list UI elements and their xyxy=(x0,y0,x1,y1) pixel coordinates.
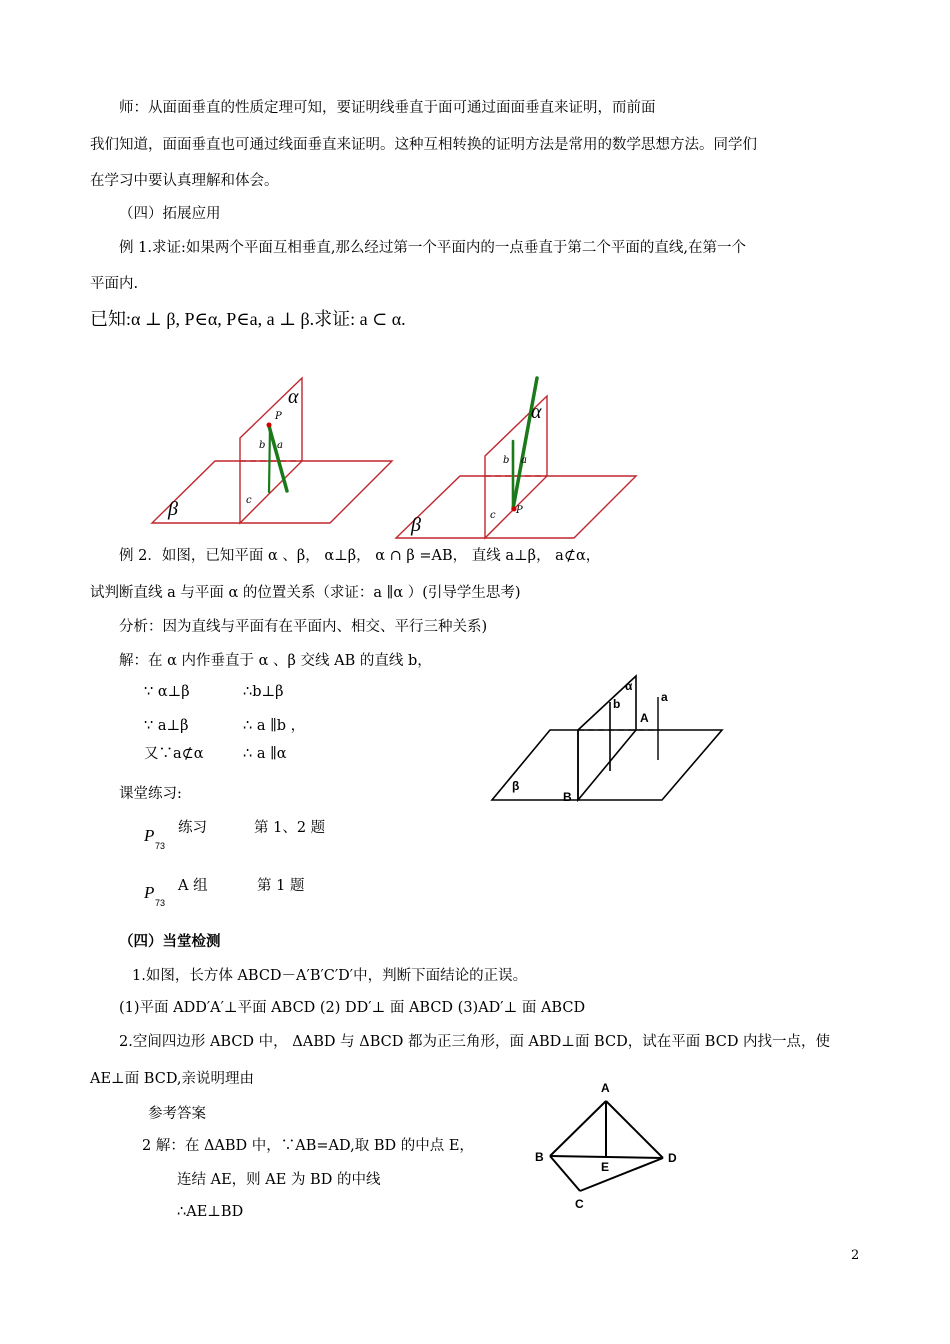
answer-line: 连结 AE，则 AE 为 BD 的中线 xyxy=(177,1172,381,1188)
alpha-plane xyxy=(578,676,636,800)
p73-symbol: P xyxy=(144,826,155,845)
fig2-c-label: c xyxy=(490,510,496,521)
paragraph-line: 解：在 α 内作垂直于 α 、β 交线 AB 的直线 b， xyxy=(119,653,432,669)
page-number: 2 xyxy=(851,1248,860,1263)
fig4-E-label: E xyxy=(601,1160,610,1174)
point-p xyxy=(267,423,272,428)
paragraph-line: 分析：因为直线与平面有在平面内、相交、平行三种关系) xyxy=(119,619,488,635)
practice-item-label: A 组 xyxy=(178,878,208,894)
paragraph-line: 试判断直线 a 与平面 α 的位置关系（求证：a ∥α ）(引导学生思考) xyxy=(90,585,521,601)
practice-item-value: 第 1 题 xyxy=(257,878,305,894)
question-2: 2.空间四边形 ABCD 中， ΔABD 与 ΔBCD 都为正三角形，面 ABD⊥面 BCD，试在平面 BCD 内找一点，使 xyxy=(119,1034,831,1050)
question-2-cont: AE⊥面 BCD,亲说明理由 xyxy=(90,1071,255,1087)
section-heading: （四）当堂检测 xyxy=(119,933,221,950)
fig3-beta-label: β xyxy=(512,779,520,793)
section-heading: （四）拓展应用 xyxy=(119,206,221,222)
fig4-D-label: D xyxy=(668,1151,677,1165)
figure-3 xyxy=(492,676,722,800)
fig4-B-label: B xyxy=(535,1150,544,1164)
figure-1-lines xyxy=(269,426,287,492)
proof-step: ∵ a⊥β xyxy=(144,718,189,734)
paragraph-line: 例 1.求证:如果两个平面互相垂直,那么经过第一个平面内的一点垂直于第二个平面的直线,在第一个 xyxy=(119,240,747,256)
proof-step: ∴ a ∥α xyxy=(243,746,287,762)
p73-symbol: P xyxy=(144,883,155,902)
fig2-b-label: b xyxy=(503,455,510,466)
fig3-A-label: A xyxy=(640,711,649,725)
given-statement: 已知:α ⊥ β, P∈α, P∈a, a ⊥ β.求证: a ⊂ α. xyxy=(90,309,406,329)
fig3-b-label: b xyxy=(613,697,621,711)
proof-step: ∴ a ∥b ， xyxy=(243,718,306,734)
fig4-C-label: C xyxy=(575,1197,584,1211)
fig1-beta-label: β xyxy=(168,498,178,520)
practice-item-value: 第 1、2 题 xyxy=(254,820,326,836)
beta-plane xyxy=(152,461,392,523)
p73-subscript: 73 xyxy=(155,898,166,908)
question-1: 1.如图，长方体 ABCD－A′B′C′D′中，判断下面结论的正误。 xyxy=(132,968,528,984)
answer-heading: 参考答案 xyxy=(148,1106,206,1122)
fig1-alpha-label: α xyxy=(288,386,299,408)
answer-line: 2 解：在 ΔABD 中，∵AB=AD,取 BD 的中点 E， xyxy=(142,1138,474,1154)
fig2-beta-label: β xyxy=(411,514,421,536)
p73-subscript: 73 xyxy=(155,841,166,851)
proof-step: 又∵a⊄α xyxy=(144,746,204,762)
practice-item-label: 练习 xyxy=(178,820,207,836)
fig3-a-label: a xyxy=(661,690,668,704)
fig1-b-label: b xyxy=(259,440,266,451)
fig4-A-label: A xyxy=(601,1081,610,1095)
paragraph-line: 平面内. xyxy=(90,276,139,292)
fig1-p-label: P xyxy=(275,411,282,422)
fig3-B-label: B xyxy=(563,790,572,804)
figure-4 xyxy=(550,1101,663,1191)
fig2-alpha-label: α xyxy=(531,401,542,423)
fig1-c-label: c xyxy=(246,495,252,506)
proof-step: ∵ α⊥β xyxy=(144,684,190,700)
answer-line: ∴AE⊥BD xyxy=(177,1204,244,1220)
fig2-a-label: a xyxy=(521,455,527,466)
paragraph-line: 我们知道，面面垂直也可通过线面垂直来证明。这种互相转换的证明方法是常用的数学思想方法。同学们 xyxy=(90,137,757,153)
proof-step: ∴b⊥β xyxy=(243,684,284,700)
practice-heading: 课堂练习: xyxy=(119,786,182,802)
fig3-alpha-label: α xyxy=(625,679,633,693)
paragraph-line: 例 2．如图，已知平面 α 、β， α⊥β， α ∩ β =AB， 直线 a⊥β， a⊄α， xyxy=(119,548,601,564)
paragraph-line: 在学习中要认真理解和体会。 xyxy=(90,173,279,189)
figure-1 xyxy=(152,378,392,523)
question-1-options: (1)平面 ADD′A′⊥平面 ABCD (2) DD′⊥ 面 ABCD (3)AD′⊥ 面 ABCD xyxy=(119,1000,586,1016)
fig2-p-label: P xyxy=(516,505,523,516)
fig1-a-label: a xyxy=(277,440,283,451)
paragraph-line: 师：从面面垂直的性质定理可知，要证明线垂直于面可通过面面垂直来证明，而前面 xyxy=(119,100,656,116)
